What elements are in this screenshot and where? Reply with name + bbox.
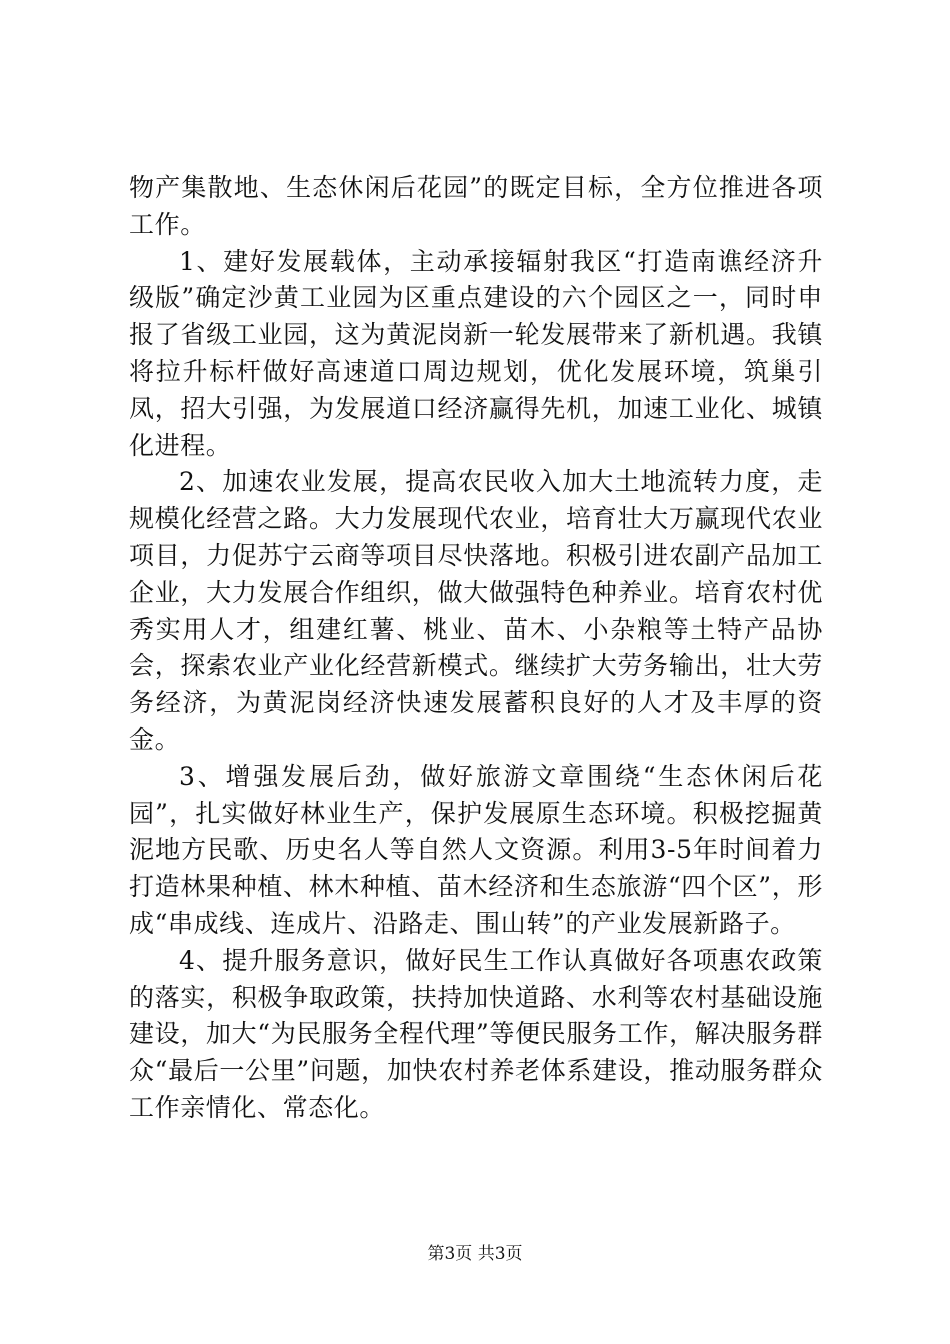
paragraph-item-3: 3、增强发展后劲，做好旅游文章围绕“生态休闲后花园”，扎实做好林业生产，保护发展原生态环境。积极挖掘黄泥地方民歌、历史名人等自然人文资源。利用3-5年时间着力打造林果种植、林木种植、苗木经济和生态旅游“四个区”，形成“串成线、连成片、沿路走、围山转”的产业发展新路子。 — [129, 761, 823, 938]
paragraph-item-1: 1、建好发展载体，主动承接辐射我区“打造南谯经济升级版”确定沙黄工业园为区重点建设的六个园区之一，同时申报了省级工业园，这为黄泥岗新一轮发展带来了新机遇。我镇将拉升标杆做好高速道口周边规划，优化发展环境，筑巢引凤，招大引强，为发展道口经济赢得先机，加速工业化、城镇化进程。 — [129, 246, 823, 460]
page-footer — [0, 1243, 950, 1265]
paragraph-continuation: 物产集散地、生态休闲后花园”的既定目标，全方位推进各项工作。 — [129, 173, 823, 239]
document-body — [129, 170, 823, 1127]
paragraph-item-4: 4、提升服务意识，做好民生工作认真做好各项惠农政策的落实，积极争取政策，扶持加快道路、水利等农村基础设施建设，加大“为民服务全程代理”等便民服务工作，解决服务群众“最后一公里”问题，加快农村养老体系建设，推动服务群众工作亲情化、常态化。 — [129, 945, 823, 1122]
page-number-label: 第3页 共3页 — [427, 1244, 523, 1264]
paragraph-item-2: 2、加速农业发展，提高农民收入加大土地流转力度，走规模化经营之路。大力发展现代农业，培育壮大万赢现代农业项目，力促苏宁云商等项目尽快落地。积极引进农副产品加工企业，大力发展合作组织，做大做强特色种养业。培育农村优秀实用人才，组建红薯、桃业、苗木、小杂粮等土特产品协会，探索农业产业化经营新模式。继续扩大劳务输出，壮大劳务经济，为黄泥岗经济快速发展蓄积良好的人才及丰厚的资金。 — [129, 467, 823, 754]
